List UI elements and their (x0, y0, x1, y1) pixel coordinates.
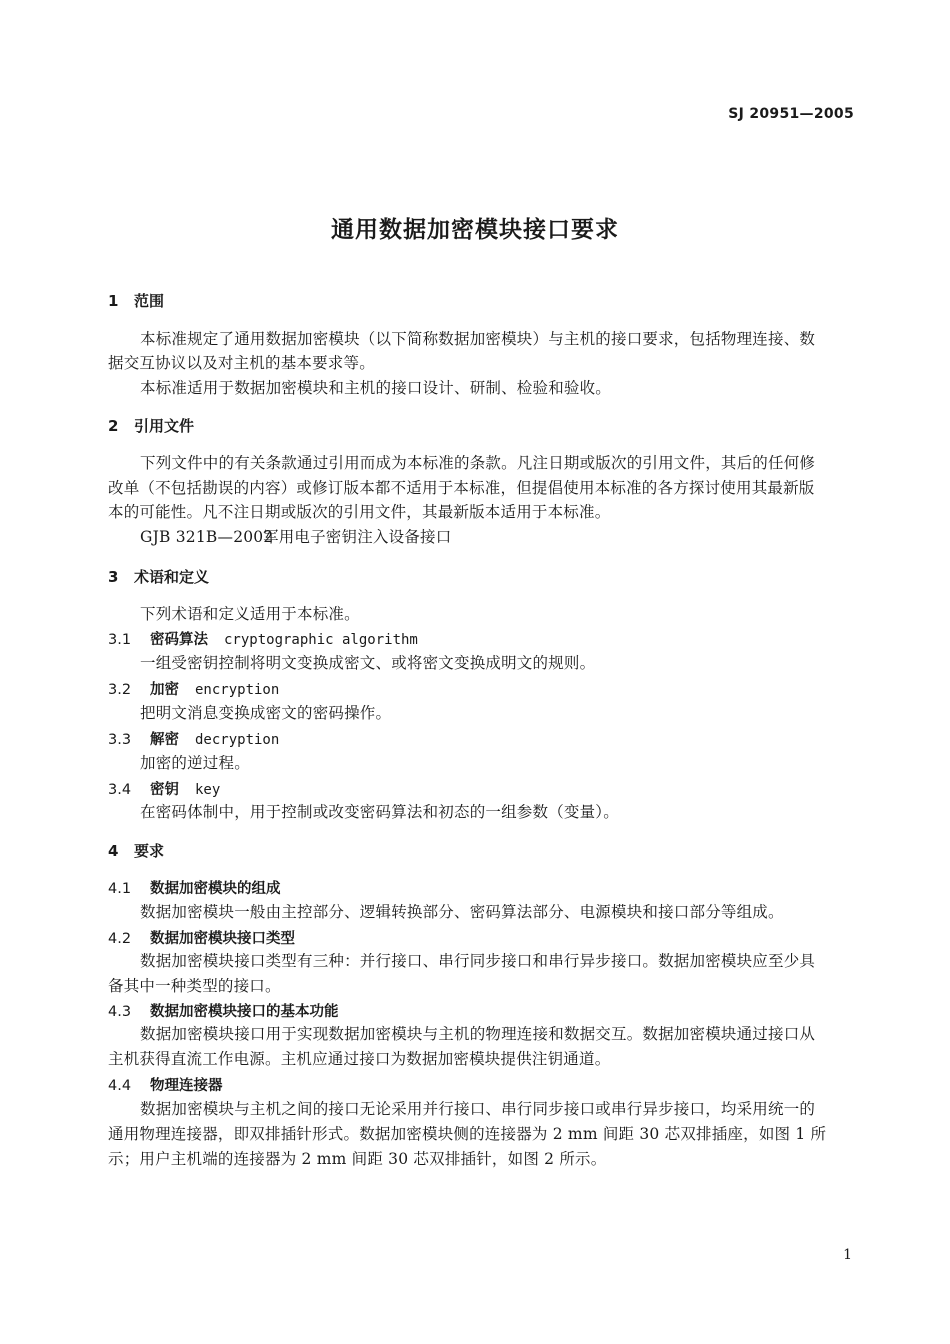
section-number: 3 (108, 568, 119, 586)
paragraph-line: 下列术语和定义适用于本标准。 (140, 605, 360, 623)
section-title: 范围 (134, 292, 165, 310)
paragraph-line: 通用物理连接器，即双排插针形式。数据加密模块侧的连接器为 2 mm 间距 30 芯双排插座，如图 1 所 (108, 1125, 827, 1143)
reference-title: 军用电子密钥注入设备接口 (263, 528, 452, 546)
section-1-heading (108, 290, 164, 311)
term-definition: 一组受密钥控制将明文变换成密文、或将密文变换成明文的规则。 (140, 654, 596, 672)
paragraph-line: 示；用户主机端的连接器为 2 mm 间距 30 芯双排插针，如图 2 所示。 (108, 1150, 607, 1168)
term-definition: 把明文消息变换成密文的密码操作。 (140, 704, 392, 722)
subsection-heading (108, 1074, 223, 1095)
paragraph-line: 本的可能性。凡不注日期或版次的引用文件，其最新版本适用于本标准。 (108, 503, 611, 521)
paragraph-line: 本标准适用于数据加密模块和主机的接口设计、研制、检验和验收。 (140, 379, 612, 397)
section-title: 要求 (134, 842, 165, 860)
paragraph-line: 主机获得直流工作电源。主机应通过接口为数据加密模块提供注钥通道。 (108, 1050, 611, 1068)
section-2-heading (108, 415, 194, 436)
subsection-number: 4.4 (108, 1078, 132, 1094)
paragraph-line: 据交互协议以及对主机的基本要求等。 (108, 354, 375, 372)
term-number: 3.3 (108, 732, 132, 748)
term-definition: 加密的逆过程。 (140, 754, 250, 772)
standard-number: SJ 20951—2005 (728, 106, 854, 122)
section-3-heading (108, 566, 209, 587)
term-name: 解密 (150, 732, 179, 748)
reference-code: GJB 321B—2002 (140, 528, 274, 546)
paragraph-line: 改单（不包括勘误的内容）或修订版本都不适用于本标准，但提倡使用本标准的各方探讨使用其最新版 (108, 479, 815, 497)
term-heading (108, 678, 279, 699)
term-number: 3.2 (108, 682, 132, 698)
paragraph-line: 数据加密模块接口类型有三种：并行接口、串行同步接口和串行异步接口。数据加密模块应至少具 (140, 952, 816, 970)
term-english: key (195, 782, 221, 798)
subsection-title: 数据加密模块接口类型 (150, 931, 295, 947)
section-number: 4 (108, 842, 119, 860)
subsection-heading (108, 877, 281, 898)
section-title: 术语和定义 (134, 568, 210, 586)
subsection-number: 4.3 (108, 1004, 132, 1020)
subsection-number: 4.2 (108, 931, 132, 947)
term-english: cryptographic algorithm (224, 632, 418, 648)
section-number: 2 (108, 417, 119, 435)
section-number: 1 (108, 292, 119, 310)
paragraph-line: 下列文件中的有关条款通过引用而成为本标准的条款。凡注日期或版次的引用文件，其后的任何修 (140, 454, 816, 472)
subsection-title: 物理连接器 (150, 1078, 223, 1094)
paragraph-line: 本标准规定了通用数据加密模块（以下简称数据加密模块）与主机的接口要求，包括物理连接、数 (140, 330, 816, 348)
subsection-title: 数据加密模块的组成 (150, 881, 281, 897)
term-heading (108, 728, 279, 749)
term-name: 密码算法 (150, 632, 208, 648)
paragraph-line: 数据加密模块与主机之间的接口无论采用并行接口、串行同步接口或串行异步接口，均采用统一的 (140, 1100, 816, 1118)
page-number: 1 (843, 1247, 852, 1263)
term-name: 加密 (150, 682, 179, 698)
paragraph-line: 数据加密模块一般由主控部分、逻辑转换部分、密码算法部分、电源模块和接口部分等组成。 (140, 903, 784, 921)
paragraph-line: 备其中一种类型的接口。 (108, 977, 281, 995)
section-title: 引用文件 (134, 417, 195, 435)
subsection-number: 4.1 (108, 881, 132, 897)
paragraph-line: 数据加密模块接口用于实现数据加密模块与主机的物理连接和数据交互。数据加密模块通过接口从 (140, 1025, 816, 1043)
reference-entry (140, 524, 451, 550)
term-name: 密钥 (150, 782, 179, 798)
term-heading (108, 778, 220, 799)
subsection-heading (108, 1000, 339, 1021)
term-number: 3.1 (108, 632, 132, 648)
term-definition: 在密码体制中，用于控制或改变密码算法和初态的一组参数（变量）。 (140, 803, 619, 821)
term-english: encryption (195, 682, 280, 698)
term-number: 3.4 (108, 782, 132, 798)
section-4-heading (108, 840, 164, 861)
document-title: 通用数据加密模块接口要求 (331, 217, 619, 243)
term-english: decryption (195, 732, 280, 748)
subsection-title: 数据加密模块接口的基本功能 (150, 1004, 339, 1020)
term-heading (108, 628, 418, 649)
subsection-heading (108, 927, 295, 948)
